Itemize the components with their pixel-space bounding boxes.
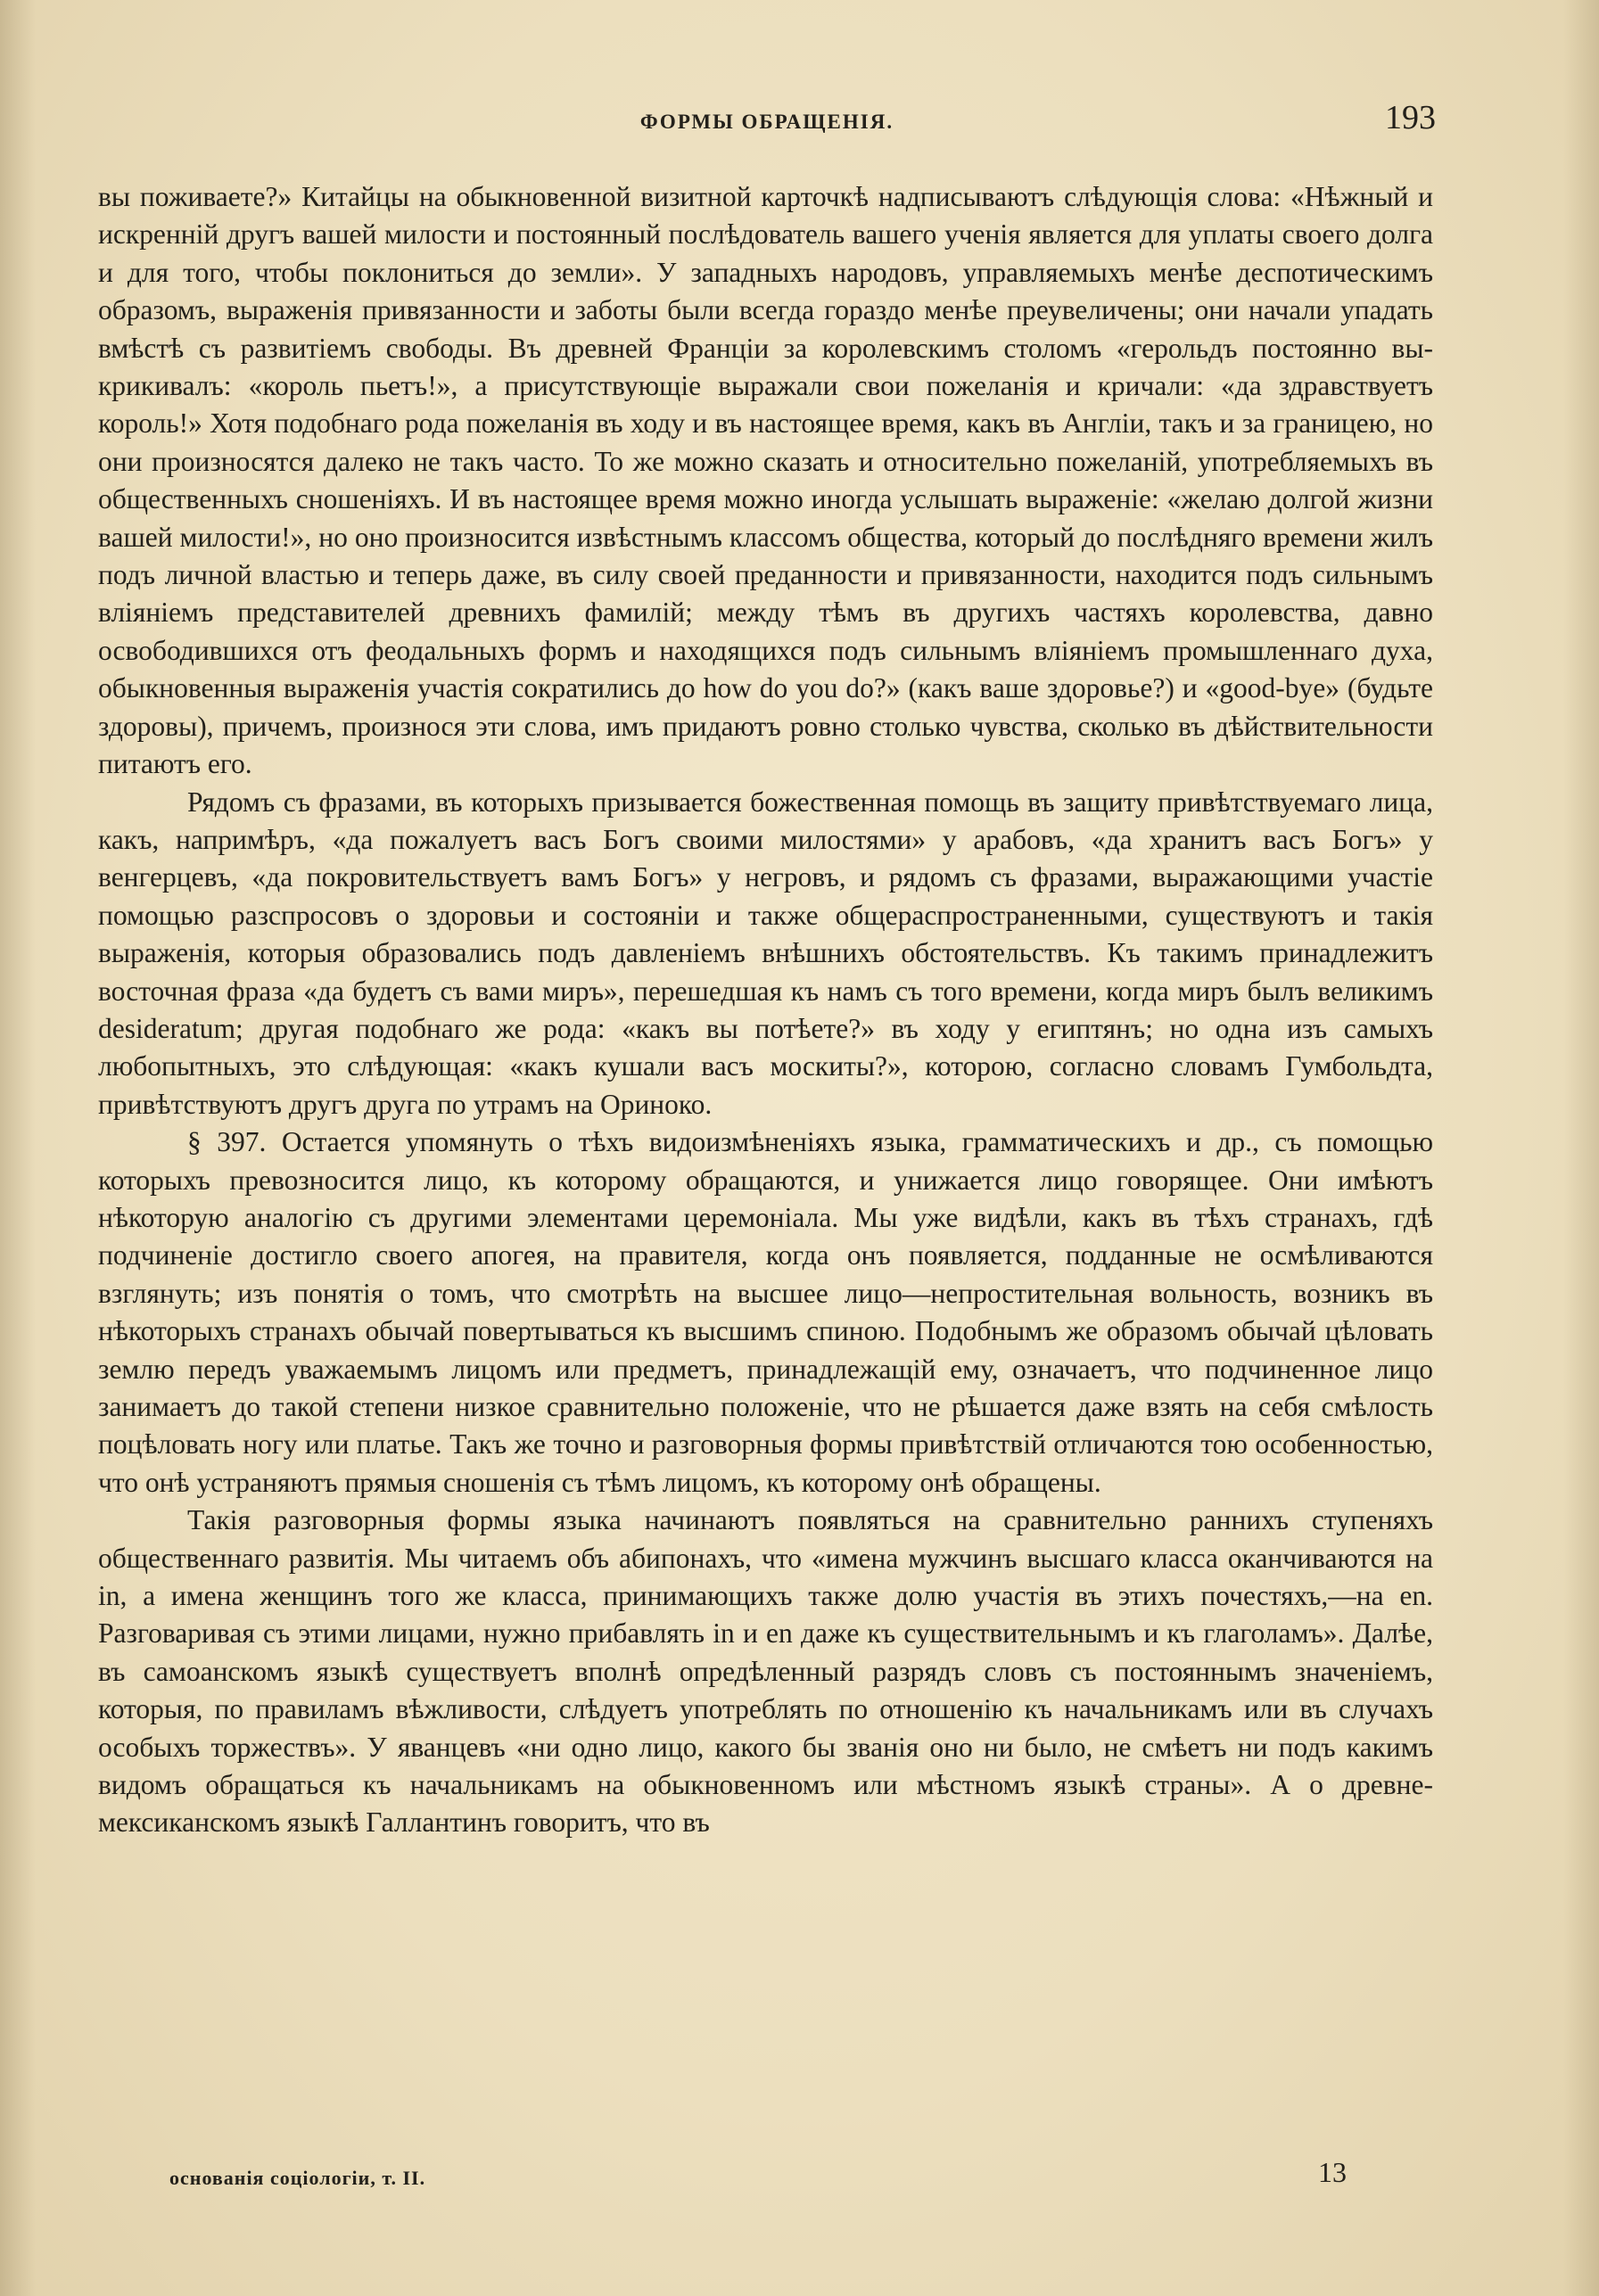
sheet-number: 13 <box>1318 2156 1347 2188</box>
page-edge-shadow-right <box>1563 0 1599 2296</box>
running-title: ФОРМЫ ОБРАЩЕНІЯ. <box>639 111 894 133</box>
paragraph: вы поживаете?» Китайцы на обыкновенной визитной карточкѣ надписываютъ слѣдующія слова: «Нѣжный и искренній другъ вашей милости и постоянный послѣдователь вашего ученія является для уплаты своего долга и для того, чтобы поклониться до земли». У западныхъ народовъ, управляемыхъ менѣе деспотическимъ образомъ, выраженія привязанности и заботы были всегда гораздо менѣе преувеличены; они начали упадать вмѣстѣ съ развитіемъ свободы. Въ древней Франціи за королевскимъ столомъ «герольдъ постоянно выкрикивалъ: «король пьетъ!», а присутствующіе выражали свои пожеланія и кричали: «да здравствуетъ король!» Хотя подобнаго рода пожеланія въ ходу и въ настоящее время, какъ въ Англіи, такъ и за границею, но они произносятся далеко не такъ часто. То же можно сказать и относительно пожеланій, употребляемыхъ въ общественныхъ сношеніяхъ. И въ настоящее время можно иногда услышать выраженіе: «желаю долгой жизни вашей милости!», но оно произносится извѣстнымъ классомъ общества, который до послѣдняго времени жилъ подъ личной властью и теперь даже, въ силу своей преданности и привязанности, находится подъ сильнымъ вліяніемъ представителей древнихъ фамилій; между тѣмъ въ другихъ частяхъ королевства, давно освободившихся отъ феодальныхъ формъ и находящихся подъ сильнымъ вліяніемъ промышленнаго духа, обыкновенныя выраженія участія сократились до how do you do?» (какъ ваше здоровье?) и «good-bye» (будьте здоровы), причемъ, произнося эти слова, имъ придаютъ ровно столько чувства, сколько въ дѣйствительности питаютъ его. <box>98 181 1433 780</box>
printer-signature: основанія соціологіи, т. II. <box>169 2167 426 2189</box>
running-head <box>98 98 1436 143</box>
page-number: 193 <box>1385 99 1436 136</box>
paragraph: § 397. Остается упомянуть о тѣхъ видоизмѣненіяхъ языка, грамматическихъ и др., съ помощью которыхъ превозносится лицо, къ которому обращаются, и унижается лицо говорящее. Они имѣютъ нѣкоторую аналогію съ другими элементами церемоніала. Мы уже видѣли, какъ въ тѣхъ странахъ, гдѣ подчиненіе достигло своего апогея, на правителя, когда онъ появляется, подданные не осмѣливаются взглянуть; изъ понятія о томъ, что смотрѣть на высшее лицо—непростительная вольность, возникъ въ нѣкоторыхъ странахъ обычай повертываться къ высшимъ спиною. Подобнымъ же образомъ обычай цѣловать землю передъ уважаемымъ лицомъ или предметъ, принадлежащій ему, означаетъ, что подчиненное лицо занимаетъ до такой степени низкое сравнительно положеніе, что не рѣшается даже взять на себя смѣлость поцѣловать ногу или платье. Такъ же точно и разговорныя формы привѣтствій отличаются тою особенностью, что онѣ устраняютъ прямыя сношенія съ тѣмъ лицомъ, къ которому онѣ обращены. <box>98 1126 1433 1498</box>
paragraph: Такія разговорныя формы языка начинаютъ появляться на сравнительно раннихъ ступеняхъ общественнаго развитія. Мы читаемъ объ абипонахъ, что «имена мужчинъ высшаго класса оканчиваются на in, а имена женщинъ того же класса, принимающихъ также долю участія въ этихъ почестяхъ,—на en. Разговаривая съ этими лицами, нужно прибавлять in и en даже къ существительнымъ и къ глаголамъ». Далѣе, въ самоанскомъ языкѣ существуетъ вполнѣ опредѣленный разрядъ словъ съ постояннымъ значеніемъ, которыя, по правиламъ вѣжливости, слѣдуетъ употреблять по отношенію къ начальникамъ или въ случахъ особыхъ торжествъ». У яванцевъ «ни одно лицо, какого бы званія оно ни было, не смѣетъ ни подъ какимъ видомъ обращаться къ начальникамъ на обыкновенномъ или мѣстномъ языкѣ страны». А о древне-мексиканскомъ языкѣ Галлантинъ говоритъ, что въ <box>98 1504 1433 1839</box>
body-text <box>98 178 1433 1842</box>
paragraph: Рядомъ съ фразами, въ которыхъ призывается божественная помощь въ защиту привѣтствуемаго лица, какъ, напримѣръ, «да пожалуетъ васъ Богъ своими милостями» у арабовъ, «да хранитъ васъ Богъ» у венгерцевъ, «да покровительствуетъ вамъ Богъ» у негровъ, и рядомъ съ фразами, выражающими участіе помощью разспросовъ о здоровьи и состояніи и также общераспространенными, существуютъ и такія выраженія, которыя образовались подъ давленіемъ внѣшнихъ обстоятельствъ. Къ такимъ принадлежитъ восточная фраза «да будетъ съ вами миръ», перешедшая къ намъ съ того времени, когда миръ былъ великимъ desideratum; другая подобнаго же рода: «какъ вы потѣете?» въ ходу у египтянъ; но одна изъ самыхъ любопытныхъ, это слѣдующая: «какъ кушали васъ москиты?», которою, согласно словамъ Гумбольдта, привѣтствуютъ другъ друга по утрамъ на Ориноко. <box>98 786 1433 1120</box>
page-footer <box>169 2156 1347 2192</box>
page-edge-shadow-left <box>0 0 36 2296</box>
